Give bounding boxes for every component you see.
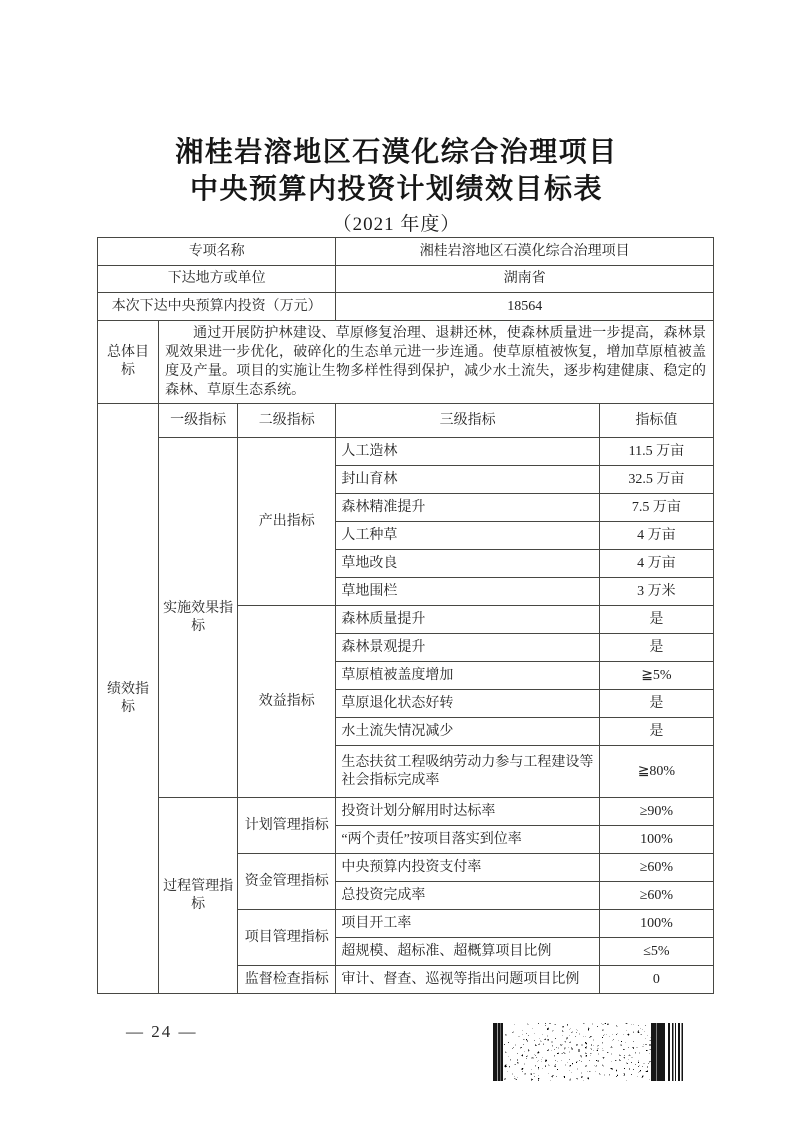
overall-goal-text: 通过开展防护林建设、草原修复治理、退耕还林，使森林质量进一步提高，森林景观效果进一步优化，破碎化的生态单元进一步连通。使草原植被恢复，增加草原植被盖度及产量。项目的实施让生物多样性得到保护，减少水土流失，逐步构建健康、稳定的森林、草原生态系统。 [159,321,714,404]
page-number: — 24 — [126,1022,198,1041]
indicator-value: 是 [599,690,713,718]
column-header-level3: 三级指标 [336,404,599,438]
title-line-2: 中央预算内投资计划绩效目标表 [189,174,603,205]
indicator-value: 4 万亩 [599,550,713,578]
info-value: 18564 [336,293,714,321]
document-title [0,134,793,238]
indicator-value: 3 万米 [599,578,713,606]
indicator-value: 是 [599,606,713,634]
level1-effect-label: 实施效果指标 [159,438,238,798]
info-value: 湘桂岩溶地区石漠化综合治理项目 [336,238,714,266]
indicator-name: 草地改良 [336,550,599,578]
indicator-value: 是 [599,634,713,662]
table-row [98,321,714,404]
indicator-value: ≥60% [599,854,713,882]
indicator-name: 森林景观提升 [336,634,599,662]
indicator-value: 7.5 万亩 [599,494,713,522]
level1-process-label: 过程管理指标 [159,798,238,994]
indicator-name: 审计、督查、巡视等指出问题项目比例 [336,966,599,994]
info-label: 专项名称 [98,238,336,266]
indicator-name: 中央预算内投资支付率 [336,854,599,882]
level2-project-label: 项目管理指标 [238,910,336,966]
table-row [98,238,714,266]
table-row [98,266,714,293]
performance-goal-table [97,237,714,994]
title-year: （2021 年度） [332,214,461,235]
level2-output-label: 产出指标 [238,438,336,606]
indicator-name: 人工种草 [336,522,599,550]
info-label: 本次下达中央预算内投资（万元） [98,293,336,321]
indicator-name: 人工造林 [336,438,599,466]
indicator-value: 100% [599,826,713,854]
indicator-value: ≥60% [599,882,713,910]
info-value: 湖南省 [336,266,714,293]
indicator-value: 0 [599,966,713,994]
indicator-value: 100% [599,910,713,938]
table-row [98,438,714,466]
indicator-value: ≥90% [599,798,713,826]
indicator-name: 草地围栏 [336,578,599,606]
indicator-value: 是 [599,718,713,746]
indicator-value: 11.5 万亩 [599,438,713,466]
performance-section-label: 绩效指标 [98,404,159,994]
indicator-name: 草原退化状态好转 [336,690,599,718]
level2-plan-label: 计划管理指标 [238,798,336,854]
column-header-level2: 二级指标 [238,404,336,438]
indicator-name: 总投资完成率 [336,882,599,910]
table-row [98,798,714,826]
indicator-value: 32.5 万亩 [599,466,713,494]
level2-fund-label: 资金管理指标 [238,854,336,910]
indicator-value: ≧80% [599,746,713,798]
title-line-1: 湘桂岩溶地区石漠化综合治理项目 [175,137,618,168]
indicator-name: 生态扶贫工程吸纳劳动力参与工程建设等社会指标完成率 [336,746,599,798]
indicator-name: 项目开工率 [336,910,599,938]
indicator-name: 森林质量提升 [336,606,599,634]
column-header-level1: 一级指标 [159,404,238,438]
indicator-name: 投资计划分解用时达标率 [336,798,599,826]
overall-goal-label: 总体目标 [98,321,159,404]
indicator-name: 超规模、超标准、超概算项目比例 [336,938,599,966]
level2-benefit-label: 效益指标 [238,606,336,798]
indicator-name: “两个责任”按项目落实到位率 [336,826,599,854]
barcode-image [493,1023,683,1081]
table-row [98,293,714,321]
info-label: 下达地方或单位 [98,266,336,293]
indicator-name: 草原植被盖度增加 [336,662,599,690]
indicator-name: 封山育林 [336,466,599,494]
level2-supervision-label: 监督检查指标 [238,966,336,994]
indicator-value: ≤5% [599,938,713,966]
indicator-name: 森林精准提升 [336,494,599,522]
indicator-value: 4 万亩 [599,522,713,550]
table-row [98,404,714,438]
column-header-value: 指标值 [599,404,713,438]
indicator-value: ≧5% [599,662,713,690]
indicator-name: 水土流失情况减少 [336,718,599,746]
